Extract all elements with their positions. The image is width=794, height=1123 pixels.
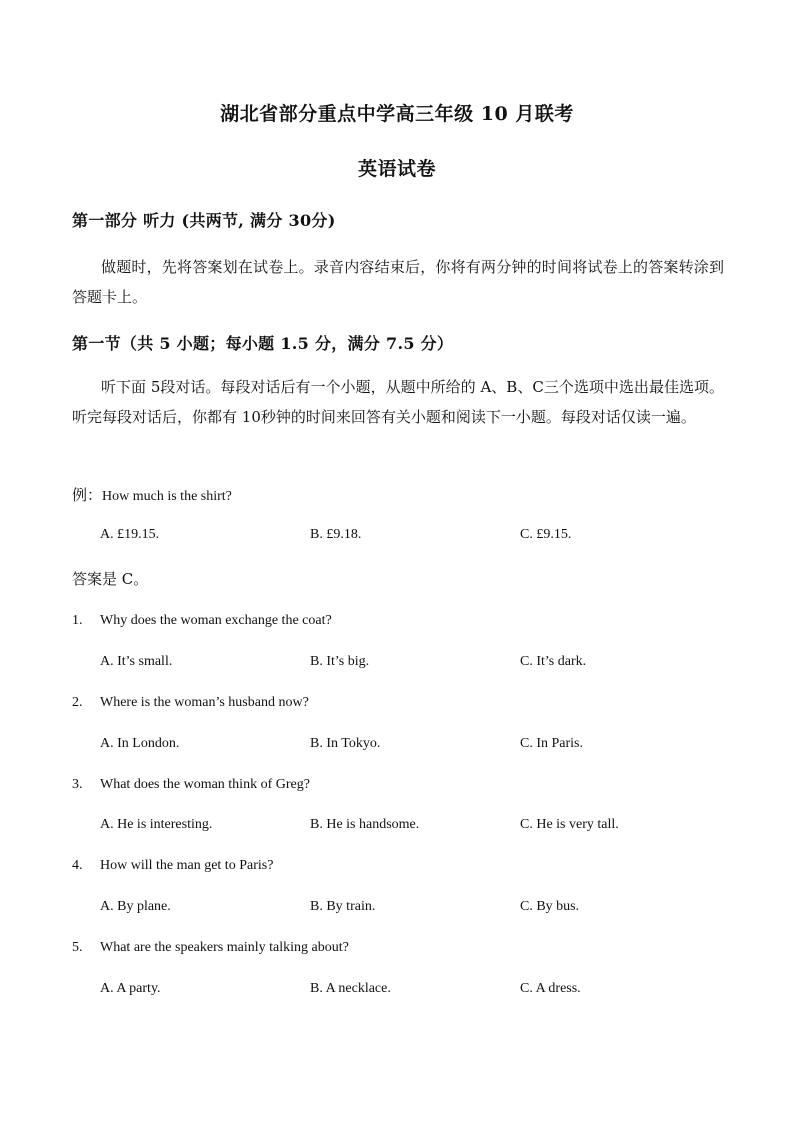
option-b: B. It’s big. (310, 654, 370, 669)
exam-title: 湖北省部分重点中学高三年级 10 月联考 (220, 103, 574, 125)
option-c: C. In Paris. (520, 736, 583, 751)
question-text: Why does the woman exchange the coat? (100, 613, 332, 628)
option-c: C. A dress. (520, 981, 581, 996)
exam-subtitle: 英语试卷 (357, 158, 436, 180)
example-line (72, 484, 232, 505)
question-text: Where is the woman’s husband now? (100, 695, 309, 710)
part1-instructions: 做题时，先将答案划在试卷上。录音内容结束后，你将有两分钟的时间将试卷上的答案转涂到答题卡上。 (72, 258, 724, 306)
option-b: B. In Tokyo. (310, 736, 381, 751)
option-a: A. A party. (100, 981, 161, 996)
example-question: How much is the shirt? (102, 489, 232, 504)
option-c: C. By bus. (520, 899, 580, 914)
question-number: 3. (72, 777, 83, 792)
section1-heading: 第一节（共 5 小题；每小题 1.5 分，满分 7.5 分） (72, 334, 454, 353)
question-text: How will the man get to Paris? (100, 858, 274, 873)
section1-instructions: 听下面 5段对话。每段对话后有一个小题，从题中所给的 A、B、C三个选项中选出最佳选项。听完每段对话后，你都有 10秒钟的时间来回答有关小题和阅读下一小题。每段对话仅读一遍。 (72, 378, 724, 426)
option-c: C. He is very tall. (520, 817, 619, 832)
question-number: 1. (72, 613, 83, 628)
option-a: A. He is interesting. (100, 817, 213, 832)
option-b: B. A necklace. (310, 981, 391, 996)
option-c: C. It’s dark. (520, 654, 587, 669)
option-b: B. By train. (310, 899, 376, 914)
example-option-a: A. £19.15. (100, 527, 160, 542)
example-option-c: C. £9.15. (520, 527, 572, 542)
option-a: A. In London. (100, 736, 180, 751)
option-a: A. By plane. (100, 899, 171, 914)
question-text: What are the speakers mainly talking about? (100, 940, 349, 955)
question-number: 4. (72, 858, 83, 873)
option-b: B. He is handsome. (310, 817, 420, 832)
example-answer: 答案是 C。 (72, 570, 149, 588)
question-number: 5. (72, 940, 83, 955)
option-a: A. It’s small. (100, 654, 173, 669)
question-text: What does the woman think of Greg? (100, 777, 310, 792)
example-option-b: B. £9.18. (310, 527, 362, 542)
part1-heading: 第一部分 听力 (共两节, 满分 30分) (72, 211, 336, 230)
example-prefix: 例： (72, 486, 103, 504)
question-number: 2. (72, 695, 83, 710)
